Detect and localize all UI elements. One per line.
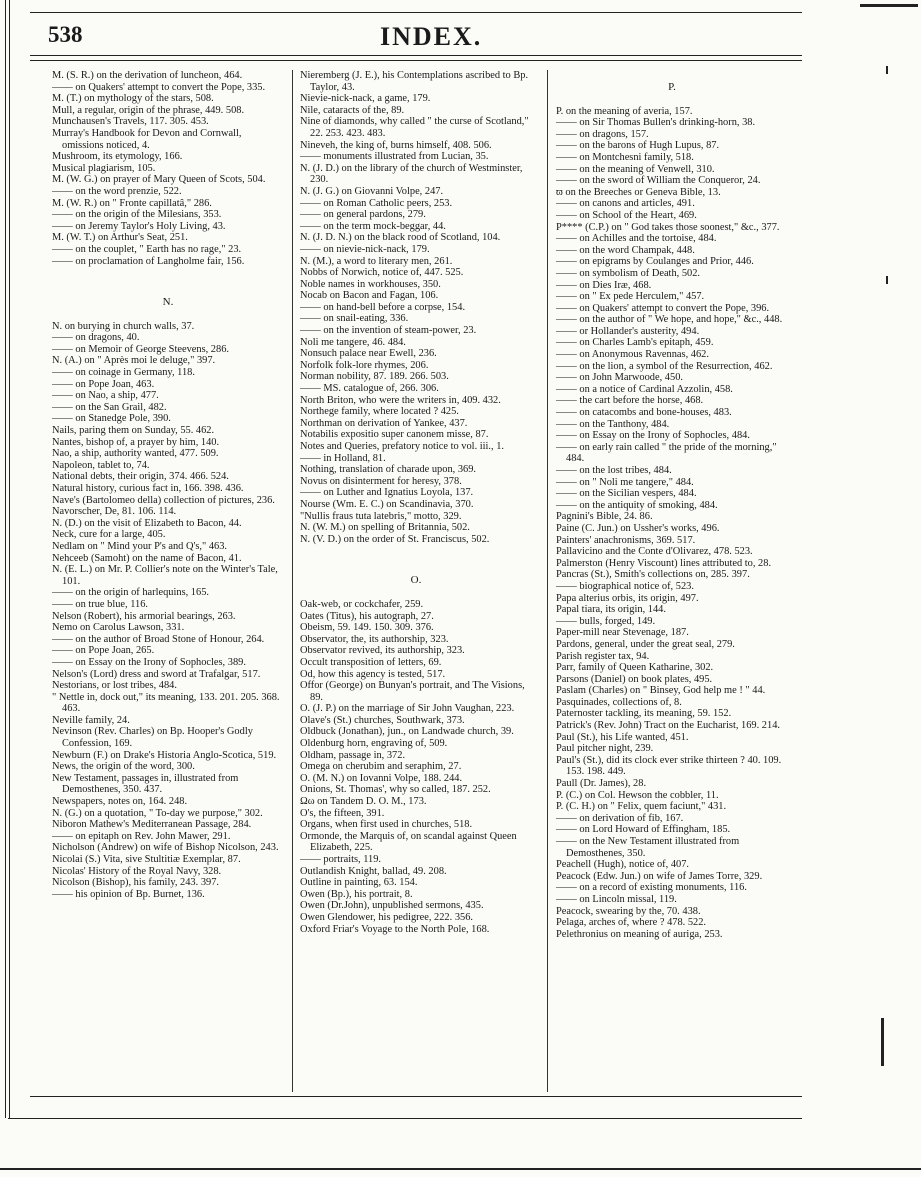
index-entry: Nedlam on " Mind your P's and Q's," 463.	[52, 540, 228, 552]
index-entry: Norfolk folk-lore rhymes, 206.	[300, 359, 429, 371]
index-entry: M. (W. G.) on prayer of Mary Queen of Scots, 504.	[52, 174, 266, 186]
index-entry: Nievie-nick-nack, a game, 179.	[300, 93, 431, 105]
index-entry: P**** (C.P.) on " God takes those soonest," &c., 377.	[556, 221, 780, 233]
index-entry: N. (J. D.) on the library of the church of Westminster, 230.	[300, 162, 523, 186]
index-entry: P. (C.) on Col. Hewson the cobbler, 11.	[556, 789, 719, 801]
index-entry: Outlandish Knight, ballad, 49. 208.	[300, 865, 447, 877]
footer-rule-lower	[8, 1118, 802, 1119]
index-entry: —— on " Ex pede Herculem," 457.	[556, 291, 705, 303]
footer-rule	[30, 1096, 802, 1097]
index-entry: —— on the author of Broad Stone of Honour, 264.	[52, 633, 265, 645]
index-entry: Novus on disinterment for heresy, 378.	[300, 475, 462, 487]
index-entry: News, the origin of the word, 300.	[52, 761, 195, 773]
index-entry: Parsons (Daniel) on book plates, 495.	[556, 673, 713, 685]
index-entry: Nave's (Bartolomeo della) collection of pictures, 236.	[52, 494, 275, 506]
index-entry: —— on the origin of the Milesians, 353.	[52, 209, 222, 221]
index-entry: N. (V. D.) on the order of St. Franciscus, 502.	[300, 533, 490, 545]
index-entry: —— in Holland, 81.	[300, 452, 386, 464]
index-entry: Nevinson (Rev. Charles) on Bp. Hooper's Godly Confession, 169.	[52, 726, 253, 750]
page-number: 538	[48, 22, 83, 47]
index-entry: Noli me tangere, 46. 484.	[300, 336, 406, 348]
index-entry: North Briton, who were the writers in, 409. 432.	[300, 394, 501, 406]
index-entry: Niboron Mathew's Mediterranean Passage, 284.	[52, 819, 252, 831]
index-entry: Nothing, translation of charade upon, 369.	[300, 464, 477, 476]
index-entry: Peachell (Hugh), notice of, 407.	[556, 859, 690, 871]
index-entry: —— on Anonymous Ravennas, 462.	[556, 349, 709, 361]
index-entry: Nourse (Wm. E. C.) on Scandinavia, 370.	[300, 498, 474, 510]
index-entry: Pasquinades, collections of, 8.	[556, 696, 682, 708]
index-entry: Omega on cherubim and seraphim, 27.	[300, 761, 462, 773]
index-entry: —— on Stanedge Pole, 390.	[52, 413, 171, 425]
index-entry: —— on Pope Joan, 265.	[52, 645, 155, 657]
index-entry: Papal tiara, its origin, 144.	[556, 604, 666, 616]
index-entry: —— on Achilles and the tortoise, 484.	[556, 233, 717, 245]
header-rule-lower	[30, 60, 802, 61]
index-entry: —— on the Sicilian vespers, 484.	[556, 488, 697, 500]
index-entry: Pancras (St.), Smith's collections on, 285. 397.	[556, 569, 750, 581]
index-entry: —— on coinage in Germany, 118.	[52, 367, 195, 379]
index-entry: Nicolas' History of the Royal Navy, 328.	[52, 865, 222, 877]
edge-mark-3	[881, 1018, 884, 1066]
index-entry: Obeism, 59. 149. 150. 309. 376.	[300, 622, 434, 634]
index-entry: Paul pitcher night, 239.	[556, 743, 654, 755]
index-entry: Newspapers, notes on, 164. 248.	[52, 796, 188, 808]
index-entry: —— on the word prenzie, 522.	[52, 185, 182, 197]
section-heading: O.	[410, 574, 422, 587]
index-entry: —— on general pardons, 279.	[300, 209, 426, 221]
index-entry: —— on Montchesni family, 518.	[556, 151, 694, 163]
index-entry: —— on the San Grail, 482.	[52, 401, 167, 413]
index-entry: Newburn (F.) on Drake's Historia Anglo-Scotica, 519.	[52, 749, 277, 761]
index-entry: —— on Jeremy Taylor's Holy Living, 43.	[52, 220, 226, 232]
index-entry: —— on the lion, a symbol of the Resurrection, 462.	[556, 360, 773, 372]
index-entry: —— biographical notice of, 523.	[556, 580, 694, 592]
index-entry: Nile, cataracts of the, 89.	[300, 104, 405, 116]
index-entry: P. on the meaning of averia, 157.	[556, 105, 693, 117]
index-entry: —— on dragons, 157.	[556, 128, 649, 140]
index-entry: —— on a record of existing monuments, 116.	[556, 882, 747, 894]
index-entry: Organs, when first used in churches, 518.	[300, 819, 473, 831]
index-entry: Palmerston (Henry Viscount) lines attributed to, 28.	[556, 557, 772, 569]
index-entry: Parish register tax, 94.	[556, 650, 650, 662]
index-entry: Nocab on Bacon and Fagan, 106.	[300, 290, 439, 302]
index-entry: Offor (George) on Bunyan's portrait, and The Visions, 89.	[300, 680, 525, 703]
index-entry: —— on dragons, 40.	[52, 332, 140, 344]
index-entry: —— on Lincoln missal, 119.	[556, 893, 677, 905]
index-entry: Paine (C. Jun.) on Ussher's works, 496.	[556, 522, 720, 534]
index-entry: —— or Hollander's austerity, 494.	[556, 325, 700, 337]
index-entry: Napoleon, tablet to, 74.	[52, 459, 150, 471]
index-entry: —— on Roman Catholic peers, 253.	[300, 197, 453, 209]
index-entry: Nails, paring them on Sunday, 55. 462.	[52, 425, 215, 437]
index-entry: Notabilis expositio super canonem misse, 87.	[300, 429, 489, 441]
index-entry: Nelson (Robert), his armorial bearings, 263.	[52, 610, 236, 622]
index-entry: —— on a notice of Cardinal Azzolin, 458.	[556, 383, 733, 395]
index-entry: Papa alterius orbis, its origin, 497.	[556, 592, 699, 604]
index-entry: N. (J. D. N.) on the black rood of Scotland, 104.	[300, 232, 501, 244]
index-entry: —— on the barons of Hugh Lupus, 87.	[556, 140, 720, 152]
index-entry: —— on John Marwoode, 450.	[556, 372, 683, 384]
index-entry: Pelethronius on meaning of auriga, 253.	[556, 928, 723, 940]
index-entry: Paul's (St.), did its clock ever strike thirteen ? 40. 109. 153. 198. 449.	[556, 754, 782, 778]
index-entry: —— on the word Champak, 448.	[556, 244, 695, 256]
index-entry: Noble names in workhouses, 350.	[300, 278, 441, 290]
index-entry: —— on the origin of harlequins, 165.	[52, 587, 209, 599]
index-entry: —— on Sir Thomas Bullen's drinking-horn, 38.	[556, 117, 756, 129]
index-entry: Nemo on Carolus Lawson, 331.	[52, 622, 185, 634]
index-entry: M. (W. R.) on " Fronte capillatâ," 286.	[52, 197, 212, 209]
index-entry: Northman on derivation of Yankee, 437.	[300, 417, 468, 429]
index-entry: Paull (Dr. James), 28.	[556, 778, 647, 790]
index-entry: —— on canons and articles, 491.	[556, 198, 695, 210]
index-entry: —— on Essay on the Irony of Sophocles, 389.	[52, 656, 246, 668]
column-divider-2	[547, 70, 548, 1092]
index-entry: —— on Quakers' attempt to convert the Pope, 396.	[556, 302, 770, 314]
index-entry: —— his opinion of Bp. Burnet, 136.	[52, 888, 205, 900]
index-entry: —— the cart before the horse, 468.	[556, 395, 704, 407]
index-entry: —— on symbolism of Death, 502.	[556, 267, 701, 279]
index-entry: —— on the lost tribes, 484.	[556, 465, 672, 476]
index-entry: Od, how this agency is tested, 517.	[300, 668, 446, 680]
index-entry: Outline in painting, 63. 154.	[300, 877, 418, 889]
section-spacer	[52, 267, 284, 285]
section-spacer	[300, 545, 532, 563]
index-entry: Oxford Friar's Voyage to the North Pole, 168.	[300, 923, 490, 935]
index-entry: Musical plagiarism, 105.	[52, 162, 156, 174]
index-entry: Nelson's (Lord) dress and sword at Trafalgar, 517.	[52, 668, 261, 680]
index-entry: N. (W. M.) on spelling of Britannia, 502.	[300, 522, 470, 534]
index-entry: —— on Nao, a ship, 477.	[52, 390, 159, 402]
index-entry: Parr, family of Queen Katharine, 302.	[556, 662, 714, 674]
index-entry: Ormonde, the Marquis of, on scandal against Queen Elizabeth, 225.	[300, 830, 517, 854]
index-entry: Occult transposition of letters, 69.	[300, 656, 442, 668]
index-entry: P. (C. H.) on " Felix, quem faciunt," 431.	[556, 801, 727, 813]
index-entry: Nonsuch palace near Ewell, 236.	[300, 348, 437, 360]
index-column-2	[300, 70, 532, 935]
index-entry: —— on Lord Howard of Effingham, 185.	[556, 824, 731, 836]
index-entry: Nehceeb (Samoht) on the name of Bacon, 41.	[52, 552, 242, 564]
index-entry: " Nettle in, dock out," its meaning, 133. 201. 205. 368. 463.	[52, 691, 280, 715]
index-entry: Nao, a ship, authority wanted, 477. 509.	[52, 448, 219, 460]
index-entry: Owen (Bp.), his portrait, 8.	[300, 888, 413, 900]
index-entry: M. (W. T.) on Arthur's Seat, 251.	[52, 232, 188, 244]
index-entry: Oldham, passage in, 372.	[300, 749, 406, 761]
index-entry: N. (D.) on the visit of Elizabeth to Bacon, 44.	[52, 517, 242, 529]
index-entry: Pelaga, arches of, where ? 478. 522.	[556, 917, 707, 929]
index-entry: Ωω on Tandem D. O. M., 173.	[300, 796, 427, 808]
edge-mark-2	[886, 276, 888, 284]
index-entry: —— on the sword of William the Conqueror, 24.	[556, 175, 761, 187]
index-entry: —— on proclamation of Langholme fair, 156.	[52, 255, 245, 267]
index-entry: Observator, the, its authorship, 323.	[300, 633, 449, 645]
index-entry: —— on Dies Iræ, 468.	[556, 279, 652, 291]
index-entry: M. (T.) on mythology of the stars, 508.	[52, 93, 214, 105]
index-entry: Natural history, curious fact in, 166. 398. 436.	[52, 483, 244, 494]
index-entry: Owen Glendower, his pedigree, 222. 356.	[300, 911, 474, 923]
index-entry: —— on early rain called " the pride of the morning," 484.	[556, 441, 777, 465]
index-entry: —— on the author of " We hope, and hope," &c., 448.	[556, 314, 783, 326]
index-entry: "Nullis fraus tuta latebris," motto, 329.	[300, 510, 462, 522]
index-entry: Onions, St. Thomas', why so called, 187. 252.	[300, 784, 491, 796]
index-entry: —— on the invention of steam-power, 23.	[300, 325, 477, 337]
index-entry: —— on hand-bell before a corpse, 154.	[300, 301, 466, 313]
section-heading: N.	[162, 296, 174, 309]
index-entry: —— on the term mock-beggar, 44.	[300, 220, 446, 232]
index-entry: Oldbuck (Jonathan), jun., on Landwade church, 39.	[300, 726, 514, 738]
index-entry: Peacock, swearing by the, 70. 438.	[556, 905, 701, 917]
index-entry: —— MS. catalogue of, 266. 306.	[300, 383, 439, 395]
top-rule	[30, 12, 802, 13]
index-entry: —— on the meaning of Venwell, 310.	[556, 163, 715, 175]
edge-mark-1	[886, 66, 888, 74]
index-entry: Nobbs of Norwich, notice of, 447. 525.	[300, 267, 464, 279]
index-entry: N. (M.), a word to literary men, 261.	[300, 255, 453, 267]
index-entry: —— on Charles Lamb's epitaph, 459.	[556, 337, 714, 349]
index-entry: —— on true blue, 116.	[52, 598, 149, 610]
index-entry: N. (J. G.) on Giovanni Volpe, 247.	[300, 185, 444, 197]
index-entry: Pagnini's Bible, 24. 86.	[556, 511, 653, 523]
index-entry: Paslam (Charles) on " Binsey, God help me ! " 44.	[556, 685, 766, 697]
index-entry: O. (M. N.) on Iovanni Volpe, 188. 244.	[300, 772, 463, 784]
index-entry: —— on Memoir of George Steevens, 286.	[52, 343, 229, 355]
index-entry: Norman nobility, 87. 189. 266. 503.	[300, 371, 449, 383]
index-entry: Nicolai (S.) Vita, sive Stultitiæ Exemplar, 87.	[52, 854, 241, 865]
index-entry: —— on " Noli me tangere," 484.	[556, 476, 694, 488]
index-entry: —— on the couplet, " Earth has no rage," 23.	[52, 243, 242, 255]
corner-mark	[860, 4, 918, 7]
index-entry: —— portraits, 119.	[300, 854, 381, 865]
index-entry: —— bulls, forged, 149.	[556, 615, 656, 627]
index-entry: —— on Pope Joan, 463.	[52, 378, 155, 390]
index-entry: Oates (Titus), his autograph, 27.	[300, 610, 434, 622]
index-entry: Neck, cure for a large, 405.	[52, 529, 166, 541]
index-entry: Oldenburg horn, engraving of, 509.	[300, 738, 448, 750]
bottom-edge-rule	[0, 1168, 921, 1170]
index-entry: —— on the Tanthony, 484.	[556, 418, 670, 430]
index-entry: Neville family, 24.	[52, 714, 130, 726]
index-entry: New Testament, passages in, illustrated from Demosthenes, 350. 437.	[52, 772, 239, 796]
index-entry: —— on nievie-nick-nack, 179.	[300, 243, 430, 255]
index-entry: —— on the antiquity of smoking, 484.	[556, 499, 718, 511]
index-entry: Pardons, general, under the great seal, 279.	[556, 638, 735, 650]
index-entry: Nantes, bishop of, a prayer by him, 140.	[52, 436, 220, 448]
index-entry: —— on derivation of fib, 167.	[556, 812, 684, 824]
index-entry: —— on Quakers' attempt to convert the Pope, 335.	[52, 81, 266, 93]
index-entry: —— on Luther and Ignatius Loyola, 137.	[300, 487, 474, 499]
index-entry: O. (J. P.) on the marriage of Sir John Vaughan, 223.	[300, 703, 515, 715]
index-column-3	[556, 70, 788, 940]
index-entry: Paper-mill near Stevenage, 187.	[556, 627, 689, 639]
index-entry: Murray's Handbook for Devon and Cornwall, omissions noticed, 4.	[52, 127, 242, 151]
index-entry: Navorscher, De, 81. 106. 114.	[52, 506, 177, 518]
index-entry: Mushroom, its etymology, 166.	[52, 151, 183, 163]
index-entry: Nine of diamonds, why called " the curse of Scotland," 22. 253. 423. 483.	[300, 116, 529, 139]
index-entry: —— on epitaph on Rev. John Mawer, 291.	[52, 830, 231, 842]
index-entry: —— on snail-eating, 336.	[300, 313, 409, 325]
index-entry: Olave's (St.) churches, Southwark, 373.	[300, 714, 465, 726]
index-entry: Pallavicino and the Conte d'Olivarez, 478. 523.	[556, 546, 753, 558]
index-entry: N. (E. L.) on Mr. P. Collier's note on the Winter's Tale, 101.	[52, 564, 278, 587]
page-title: INDEX.	[380, 22, 483, 51]
index-entry: Nicholson (Andrew) on wife of Bishop Nicolson, 243.	[52, 842, 279, 854]
index-entry: Nicolson (Bishop), his family, 243. 397.	[52, 877, 220, 889]
index-entry: Paternoster tackling, its meaning, 59. 152.	[556, 708, 732, 720]
index-entry: Nineveh, the king of, burns himself, 408. 506.	[300, 139, 492, 151]
column-divider-1	[292, 70, 293, 1092]
index-entry: Paul (St.), his Life wanted, 451.	[556, 731, 689, 743]
page-border-left	[5, 0, 10, 1118]
index-entry: N. (G.) on a quotation, " To-day we purpose," 302.	[52, 807, 263, 819]
index-entry: Notes and Queries, prefatory notice to vol. iii., 1.	[300, 441, 505, 452]
index-entry: O's, the fifteen, 391.	[300, 807, 385, 819]
index-entry: Oak-web, or cockchafer, 259.	[300, 598, 424, 610]
index-entry: —— monuments illustrated from Lucian, 35.	[300, 151, 489, 163]
index-entry: Owen (Dr.John), unpublished sermons, 435.	[300, 900, 484, 912]
index-entry: —— on epigrams by Coulanges and Prior, 446.	[556, 256, 754, 268]
header-rule-upper	[30, 55, 802, 56]
index-entry: —— on Essay on the Irony of Sophocles, 484.	[556, 430, 750, 442]
index-entry: Nieremberg (J. E.), his Contemplations ascribed to Bp. Taylor, 43.	[300, 70, 529, 93]
index-entry: Painters' anachronisms, 369. 517.	[556, 534, 696, 546]
index-entry: —— on School of the Heart, 469.	[556, 209, 697, 221]
index-entry: Northege family, where located ? 425.	[300, 406, 459, 418]
index-entry: Mull, a regular, origin of the phrase, 449. 508.	[52, 104, 245, 116]
index-entry: M. (S. R.) on the derivation of luncheon, 464.	[52, 70, 243, 81]
index-entry: ϖ on the Breeches or Geneva Bible, 13.	[556, 186, 721, 198]
index-entry: —— on catacombs and bone-houses, 483.	[556, 407, 732, 419]
index-entry: Nestorians, or lost tribes, 484.	[52, 680, 177, 692]
index-column-1	[52, 70, 284, 900]
index-entry: Peacock (Edw. Jun.) on wife of James Torre, 329.	[556, 870, 763, 882]
section-heading: P.	[668, 81, 676, 93]
index-entry: Munchausen's Travels, 117. 305. 453.	[52, 116, 209, 128]
index-entry: National debts, their origin, 374. 466. 524.	[52, 471, 229, 483]
index-entry: N. (A.) on " Après moi le deluge," 397.	[52, 355, 216, 367]
index-entry: N. on burying in church walls, 37.	[52, 320, 195, 332]
index-entry: Observator revived, its authorship, 323.	[300, 645, 465, 657]
index-entry: —— on the New Testament illustrated from Demosthenes, 350.	[556, 836, 740, 859]
index-entry: Patrick's (Rev. John) Tract on the Eucharist, 169. 214.	[556, 720, 780, 732]
